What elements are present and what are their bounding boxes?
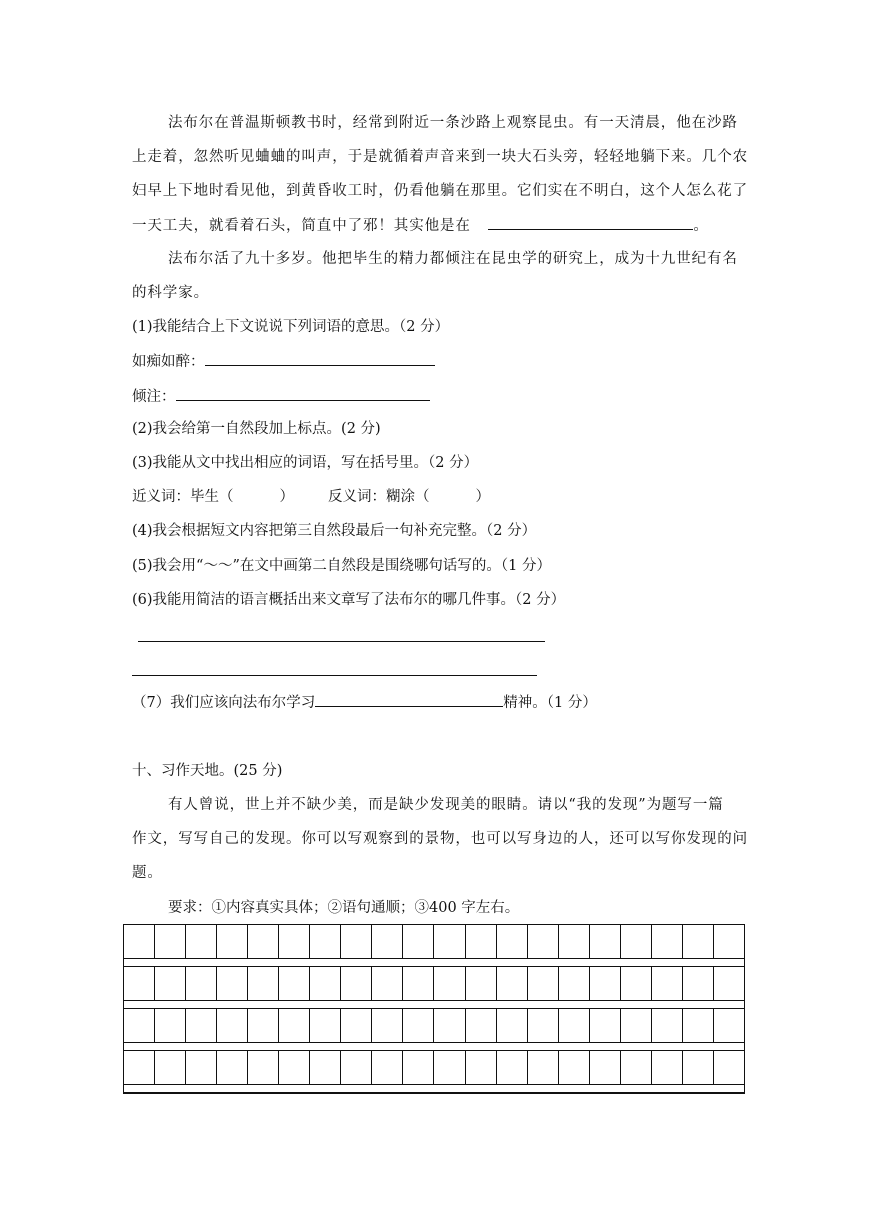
question-1: (1)我能结合上下文说说下列词语的意思。（2 分） (132, 319, 450, 335)
writing-grid-cell[interactable] (621, 1051, 652, 1084)
q1-item-b (132, 386, 430, 407)
q3-antonym-label: 反义词：糊涂（ (328, 489, 430, 505)
question-6: (6)我能用简洁的语言概括出来文章写了法布尔的哪几件事。（2 分） (132, 592, 566, 608)
passage-line: 一天工夫，就看着石头，简直中了邪！其实他是在 (132, 218, 471, 234)
writing-grid-cell[interactable] (341, 925, 372, 958)
writing-grid-cell[interactable] (434, 1051, 465, 1084)
writing-grid-cell[interactable] (279, 1051, 310, 1084)
writing-grid-cell[interactable] (559, 925, 590, 958)
writing-grid-row (124, 1009, 744, 1043)
prompt-line: 题。 (132, 865, 163, 881)
writing-grid-cell[interactable] (310, 925, 341, 958)
writing-grid-cell[interactable] (279, 925, 310, 958)
answer-line-q6-1[interactable] (138, 641, 545, 642)
writing-grid-cell[interactable] (434, 1009, 465, 1042)
writing-grid-cell[interactable] (248, 1009, 279, 1042)
q3-answers (132, 487, 490, 507)
writing-grid-cell[interactable] (621, 967, 652, 1000)
passage-end-punct: 。 (693, 218, 709, 234)
writing-grid-cell[interactable] (528, 1009, 559, 1042)
writing-grid-cell[interactable] (497, 967, 528, 1000)
passage-line: 的科学家。 (132, 285, 209, 301)
writing-grid-cell[interactable] (652, 967, 683, 1000)
writing-grid-cell[interactable] (217, 967, 248, 1000)
passage-last-line (132, 215, 709, 236)
q7-suffix: 精神。（1 分） (503, 695, 597, 711)
answer-line-q6-2[interactable] (132, 675, 537, 676)
writing-grid-cell[interactable] (590, 1051, 621, 1084)
writing-grid-cell[interactable] (590, 1009, 621, 1042)
writing-grid-cell[interactable] (434, 925, 465, 958)
writing-grid-cell[interactable] (528, 1051, 559, 1084)
writing-grid-cell[interactable] (403, 1009, 434, 1042)
writing-grid-cell[interactable] (155, 967, 186, 1000)
writing-grid-row (124, 925, 744, 959)
writing-grid-cell[interactable] (279, 967, 310, 1000)
writing-grid-cell[interactable] (186, 1051, 217, 1084)
writing-grid-cell[interactable] (559, 967, 590, 1000)
writing-grid-cell[interactable] (403, 925, 434, 958)
writing-grid-cell[interactable] (652, 1051, 683, 1084)
writing-grid-cell[interactable] (621, 925, 652, 958)
writing-grid-cell[interactable] (341, 1051, 372, 1084)
writing-grid-cell[interactable] (621, 1009, 652, 1042)
writing-grid-cell[interactable] (248, 1051, 279, 1084)
fill-blank-q4[interactable] (488, 215, 693, 230)
writing-grid-cell[interactable] (341, 967, 372, 1000)
writing-grid-cell[interactable] (466, 1009, 497, 1042)
q1-item-b-label: 倾注： (132, 389, 176, 405)
writing-grid-cell[interactable] (683, 1051, 714, 1084)
question-7 (132, 692, 597, 713)
writing-grid-cell[interactable] (714, 1051, 744, 1084)
writing-grid-cell[interactable] (466, 925, 497, 958)
writing-grid-cell[interactable] (497, 1051, 528, 1084)
q1-item-a-label: 如痴如醉： (132, 354, 205, 370)
writing-grid-cell[interactable] (590, 967, 621, 1000)
writing-grid-cell[interactable] (155, 1009, 186, 1042)
writing-grid-cell[interactable] (497, 1009, 528, 1042)
writing-grid-cell[interactable] (528, 967, 559, 1000)
writing-grid-cell[interactable] (155, 1051, 186, 1084)
writing-grid-cell[interactable] (310, 1051, 341, 1084)
writing-grid-row (124, 967, 744, 1001)
writing-grid-cell[interactable] (341, 1009, 372, 1042)
passage-line: 法布尔活了九十多岁。他把毕生的精力都倾注在昆虫学的研究上，成为十九世纪有名 (168, 251, 738, 267)
writing-grid-cell[interactable] (186, 925, 217, 958)
writing-grid-cell[interactable] (403, 1051, 434, 1084)
writing-grid-cell[interactable] (310, 967, 341, 1000)
writing-grid-cell[interactable] (217, 1051, 248, 1084)
writing-grid-cell[interactable] (124, 967, 155, 1000)
question-5: (5)我会用“～～”在文中画第二自然段是围绕哪句话写的。（1 分） (132, 558, 551, 574)
writing-grid-cell[interactable] (186, 1009, 217, 1042)
passage-line: 妇早上下地时看见他，到黄昏收工时，仍看他躺在那里。它们实在不明白，这个人怎么花了 (132, 183, 748, 199)
prompt-line: 作文，写写自己的发现。你可以写观察到的景物，也可以写身边的人，还可以写你发现的问 (132, 831, 748, 847)
q7-prefix: （7）我们应该向法布尔学习 (132, 695, 316, 711)
writing-grid-cell[interactable] (248, 925, 279, 958)
passage-line: 上走着，忽然听见蛐蛐的叫声，于是就循着声音来到一块大石头旁，轻轻地躺下来。几个农 (132, 149, 748, 165)
writing-grid-cell[interactable] (217, 925, 248, 958)
writing-grid-cell[interactable] (372, 1009, 403, 1042)
writing-grid-cell[interactable] (714, 967, 744, 1000)
q1-item-a (132, 351, 435, 372)
q3-antonym-close: ） (475, 489, 490, 505)
writing-grid-row-gap (124, 959, 744, 967)
writing-grid-row-gap (124, 1043, 744, 1051)
writing-grid-cell[interactable] (124, 1051, 155, 1084)
prompt-line: 有人曾说，世上并不缺少美，而是缺少发现美的眼睛。请以“我的发现”为题写一篇 (168, 797, 724, 813)
writing-requirements: 要求：①内容真实具体；②语句通顺；③400 字左右。 (168, 900, 520, 916)
question-2: (2)我会给第一自然段加上标点。(2 分) (132, 421, 381, 437)
writing-grid-cell[interactable] (497, 925, 528, 958)
writing-grid-cell[interactable] (279, 1009, 310, 1042)
writing-grid-row-gap (124, 1001, 744, 1009)
writing-grid-cell[interactable] (310, 1009, 341, 1042)
writing-grid-cell[interactable] (683, 925, 714, 958)
writing-grid-cell[interactable] (714, 1009, 744, 1042)
q3-synonym-label: 近义词：毕生（ (132, 489, 234, 505)
writing-grid-cell[interactable] (372, 925, 403, 958)
question-4: (4)我会根据短文内容把第三自然段最后一句补充完整。（2 分） (132, 523, 537, 539)
writing-grid-row-gap (124, 1085, 744, 1093)
writing-grid-cell[interactable] (186, 967, 217, 1000)
writing-grid-cell[interactable] (528, 925, 559, 958)
writing-grid-cell[interactable] (652, 925, 683, 958)
writing-grid-cell[interactable] (434, 967, 465, 1000)
writing-grid-cell[interactable] (217, 1009, 248, 1042)
writing-grid-cell[interactable] (652, 1009, 683, 1042)
writing-grid-row (124, 1051, 744, 1085)
passage-line: 法布尔在普温斯顿教书时，经常到附近一条沙路上观察昆虫。有一天清晨，他在沙路 (168, 115, 738, 131)
writing-grid-cell[interactable] (466, 1051, 497, 1084)
writing-grid-cell[interactable] (372, 967, 403, 1000)
writing-grid-cell[interactable] (372, 1051, 403, 1084)
writing-grid (123, 924, 745, 1094)
writing-grid-cell[interactable] (683, 967, 714, 1000)
writing-grid-cell[interactable] (155, 925, 186, 958)
writing-grid-cell[interactable] (714, 925, 744, 958)
fill-blank-q1-a[interactable] (205, 351, 435, 366)
fill-blank-q7[interactable] (315, 692, 503, 707)
section-10-heading: 十、习作天地。(25 分) (132, 763, 283, 779)
writing-grid-cell[interactable] (124, 925, 155, 958)
writing-grid-frame (123, 924, 745, 1094)
writing-grid-cell[interactable] (683, 1009, 714, 1042)
writing-grid-cell[interactable] (559, 1009, 590, 1042)
writing-grid-cell[interactable] (559, 1051, 590, 1084)
writing-grid-cell[interactable] (124, 1009, 155, 1042)
writing-grid-cell[interactable] (403, 967, 434, 1000)
q3-synonym-close: ） (279, 489, 294, 505)
writing-grid-cell[interactable] (248, 967, 279, 1000)
fill-blank-q1-b[interactable] (176, 386, 430, 401)
writing-grid-cell[interactable] (590, 925, 621, 958)
question-3: (3)我能从文中找出相应的词语，写在括号里。（2 分） (132, 455, 479, 471)
writing-grid-cell[interactable] (466, 967, 497, 1000)
